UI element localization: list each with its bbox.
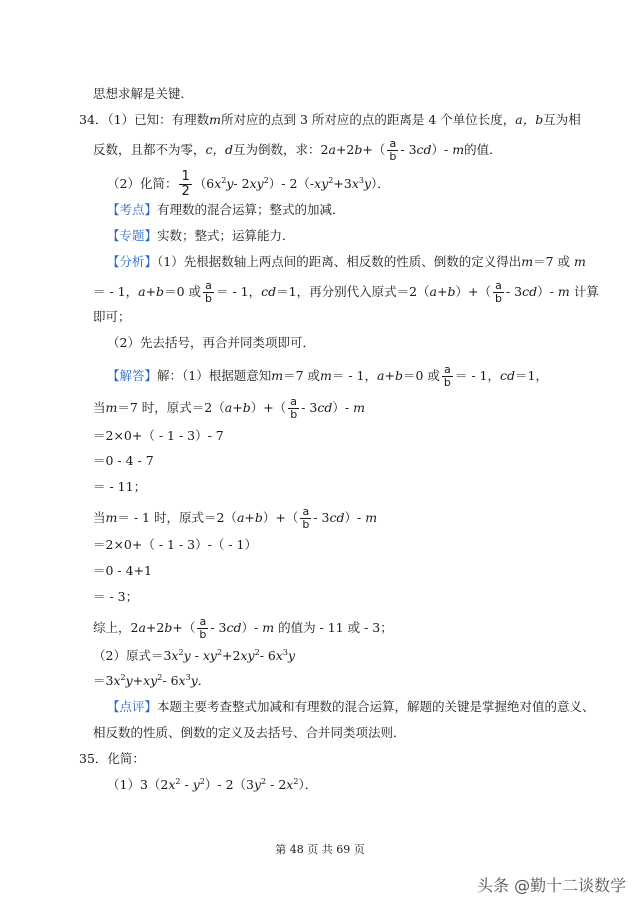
- solution-step: 当m＝ - 1 时，原式＝2（a+b）+（ $\frac{a}{b}$ - 3cd）- m: [93, 505, 378, 531]
- kaodian-tag: 【考点】: [107, 202, 158, 217]
- fraction-one-half: $\frac{1}{2}$: [181, 169, 190, 199]
- zhuanti-tag: 【专题】: [107, 228, 158, 243]
- fenxi-line-1: 【分析】（1）先根据数轴上两点间的距离、相反数的性质、倒数的定义得出m＝7 或 m: [107, 254, 586, 269]
- solution-step: 综上，2a+2b+（ $\frac{a}{b}$ - 3cd）- m 的值为 - 11 或 - 3；: [93, 615, 393, 641]
- dianping-tag: 【点评】: [107, 699, 158, 714]
- kaodian-line: 【考点】有理数的混合运算；整式的加减．: [107, 202, 345, 217]
- question-34-line-1: 34．（1）已知：有理数m所对应的点到 3 所对应的点的距离是 4 个单位长度，a，b互为相: [79, 112, 581, 127]
- question-35-title: 35．化简：: [79, 751, 145, 766]
- solution-step: ＝2×0+（ - 1 - 3）- 7: [93, 428, 224, 443]
- fraction-a-over-b: $\frac{a}{b}$: [494, 279, 502, 305]
- solution-step: ＝2×0+（ - 1 - 3）-（ - 1）: [93, 537, 257, 552]
- dianping-line-2: 相反数的性质、倒数的定义及去括号、合并同类项法则．: [93, 725, 406, 740]
- solution-step: 当m＝7 时，原式＝2（a+b）+（ $\frac{a}{b}$ - 3cd）- m: [93, 395, 365, 421]
- fenxi-tag: 【分析】: [107, 254, 158, 269]
- solution-step: ＝0 - 4 - 7: [93, 453, 154, 468]
- text-line: 思想求解是关键．: [93, 86, 194, 101]
- fraction-a-over-b: $\frac{a}{b}$: [389, 137, 397, 163]
- page-footer: 第 48 页 共 69 页: [275, 843, 365, 856]
- jieda-tag: 【解答】: [107, 368, 158, 383]
- question-34-line-2: 反数，且都不为零，c，d互为倒数，求：2a+2b+（ $\frac{a}{b}$ - 3cd）- m的值．: [93, 137, 502, 163]
- question-34-part-2: （2）化简： $\frac{1}{2}$ （$6x^2y-$ $2xy^2)-$ $2(-xy^2+3x^3y)$．: [107, 169, 390, 199]
- fraction-a-over-b: $\frac{a}{b}$: [205, 279, 212, 305]
- question-35-part-1: $(1)3(2x^2 - y^2)-$ $2(3y^2 - 2x^2)$．: [107, 777, 318, 792]
- fenxi-line-2: ＝ - 1，a+b＝0 或 $\frac{a}{b}$ ＝ - 1，cd＝1，再分别代入原式＝2（a+b）+（ $\frac{a}{b}$ - 3cd）- m 计算: [93, 279, 599, 305]
- fraction-a-over-b: $\frac{a}{b}$: [302, 505, 310, 531]
- solution-step: ＝ - 3；: [93, 589, 139, 604]
- solution-step: $=3x^2y+xy^2-$ $6x^3y$．: [93, 673, 211, 688]
- watermark: 头条 @勤十二谈数学: [477, 876, 627, 895]
- solution-step: ＝ - 11；: [93, 479, 147, 494]
- fenxi-line-4: （2）先去括号，再合并同类项即可．: [107, 335, 315, 350]
- solution-step: ＝0 - 4+1: [93, 563, 153, 578]
- solution-step: （2）原式$=3x^2y - xy^2+2xy^2-$ $6x^3y$: [93, 648, 296, 663]
- dianping-line-1: 【点评】本题主要考查整式加减和有理数的混合运算，解题的关键是掌握绝对值的意义、: [107, 699, 595, 714]
- fraction-a-over-b: $\frac{a}{b}$: [443, 363, 451, 389]
- fenxi-line-3: 即可；: [93, 309, 131, 324]
- fraction-a-over-b: $\frac{a}{b}$: [199, 615, 207, 641]
- zhuanti-line: 【专题】实数；整式；运算能力．: [107, 228, 295, 243]
- jieda-line-1: 【解答】解：（1）根据题意知m＝7 或m＝ - 1，a+b＝0 或 $\frac{a}{b}$ ＝ - 1，cd＝1，: [107, 363, 548, 389]
- fraction-a-over-b: $\frac{a}{b}$: [290, 395, 298, 421]
